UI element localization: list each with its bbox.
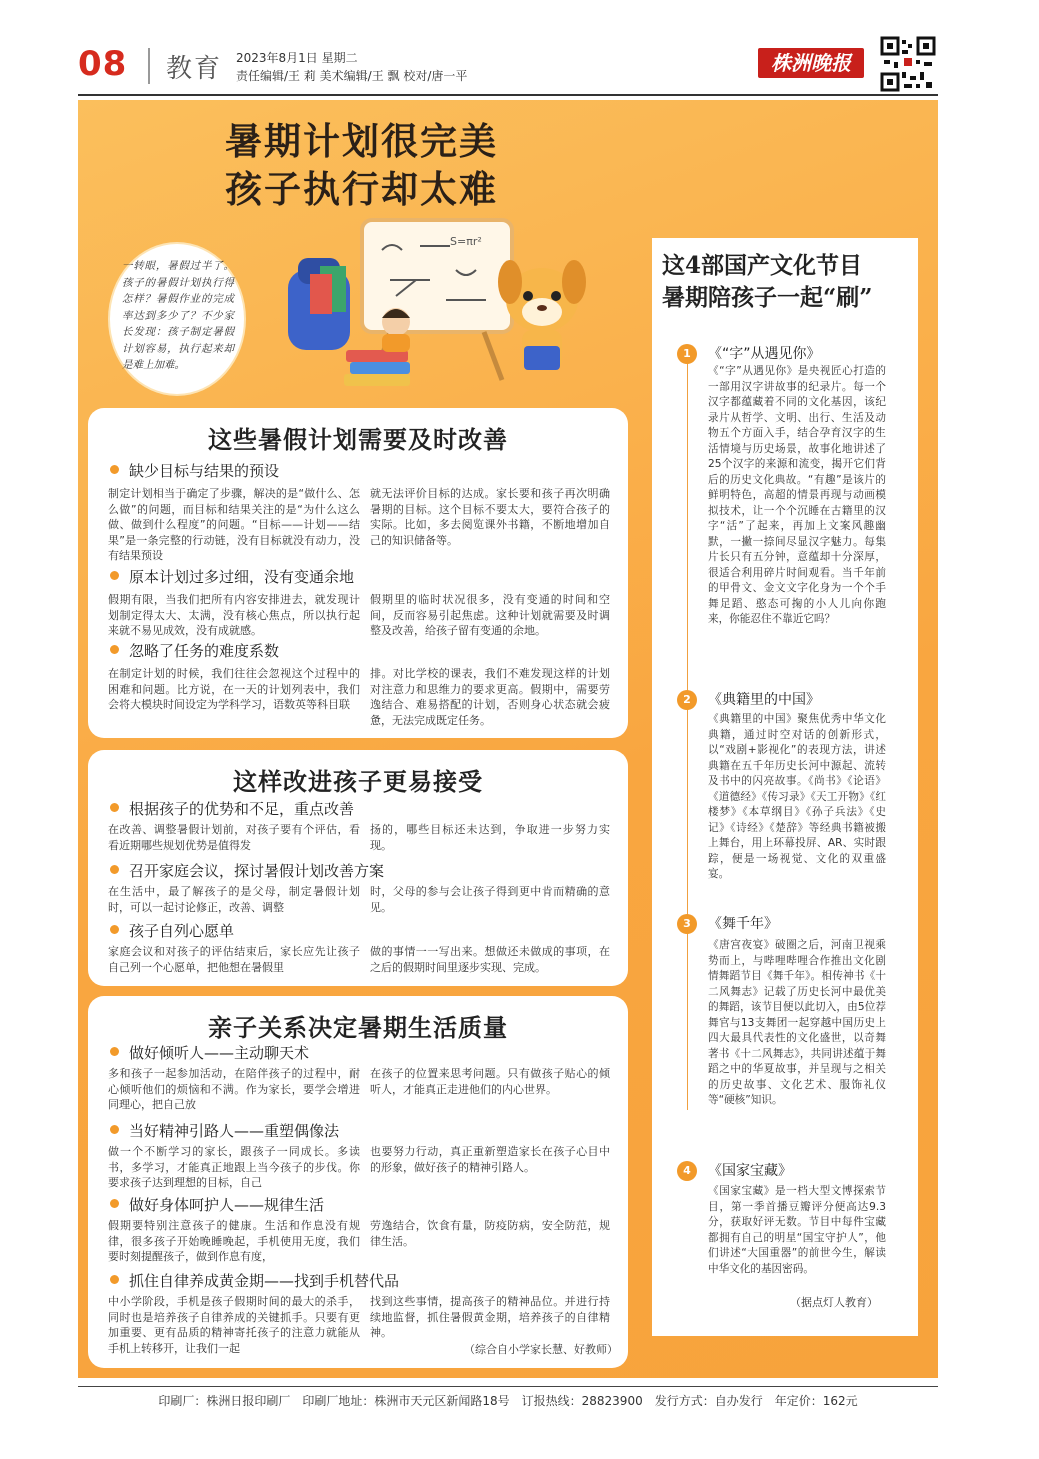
child-reading-icon: [382, 308, 410, 352]
program-3-name: 《舞千年》: [708, 916, 778, 932]
box1-item1-left: 制定计划相当于确定了步骤，解决的是“做什么、怎么做”的问题，而目标和结果关注的是“为什么这么做、做到什么程度”的问题。“目标——计划——结果”是一条完整的行动链，没有目标就没有动力，没有结果预设: [108, 487, 360, 562]
box3-item1-left: 多和孩子一起参加活动，在陪伴孩子的过程中，耐心倾听他们的烦恼和不满。作为家长，要学会增进同理心，把自己放: [108, 1067, 360, 1111]
box1-item3-title: 忽略了任务的难度系数: [110, 640, 279, 661]
box3-item3-title: 做好身体呵护人——规律生活: [110, 1194, 324, 1215]
program-number-2: 2: [677, 690, 697, 710]
section-name: 教育: [166, 54, 223, 84]
books-icon: [344, 350, 410, 386]
program-2-name: 《典籍里的中国》: [708, 692, 820, 708]
box2-item2-left: 在生活中，最了解孩子的是父母，制定暑假计划时，可以一起讨论修正，改善、调整: [108, 885, 360, 914]
bullet-dot-icon: [110, 571, 119, 580]
parent-child-box: [88, 996, 628, 1368]
bullet-dot-icon: [110, 1047, 119, 1056]
box3-item2-left: 做一个不断学习的家长，跟孩子一同成长。多读书，多学习，才能真正地跟上当今孩子的步伐。你要求孩子达到理想的目标，自己: [108, 1145, 360, 1189]
box3-item2-title: 当好精神引路人——重塑偶像法: [110, 1120, 339, 1141]
box2-item1-right: 扬的，哪些目标还未达到，争取进一步努力实现。: [370, 823, 610, 852]
svg-text:S=πr²: S=πr²: [450, 235, 482, 248]
box3-item1-right: 在孩子的位置来思考问题。只有做孩子贴心的倾听人，才能真正走进他们的内心世界。: [370, 1067, 610, 1096]
improve-plans-box: [88, 408, 628, 738]
program-4-name: 《国家宝藏》: [708, 1163, 792, 1179]
box1-item2-right: 假期里的临时状况很多，没有变通的时间和空间，反而容易引起焦虑。这种计划就需要及时调整及改善，给孩子留有变通的余地。: [370, 593, 610, 637]
box2-item3-title: 孩子自列心愿单: [110, 920, 234, 941]
program-2-text: 《典籍里的中国》聚焦优秀中华文化典籍，通过时空对话的创新形式，以“戏剧+影视化”的表现方法，讲述典籍在五千年历史长河中源起、流转及书中的闪亮故事。《尚书》《论语》《道德经》《传习录》《天工开物》《红楼梦》《本草纲目》《孙子兵法》《史记》《诗经》《楚辞》等经典书籍被搬上舞台，用上环幕投屏、AR、实时跟踪，便是一场视觉、文化的双重盛宴。: [708, 713, 886, 880]
program-3-text: 《唐宫夜宴》破圈之后，河南卫视乘势而上，与哔哩哔哩合作推出文化剧情舞蹈节目《舞千年》。相传神书《十二风舞志》记载了历史长河中最优美的舞蹈，该节目便以此切入，由5位荐舞官与13支舞团一起穿越中国历史上四大最具代表性的文化盛世，以奇舞著书《十二风舞志》，共同讲述蕴于舞蹈之中的华夏故事，并呈现与之相关的历史故事、文化艺术、服饰礼仪等“硬核”知识。: [708, 939, 886, 1106]
bullet-dot-icon: [110, 1125, 119, 1134]
program-number-4: 4: [677, 1161, 697, 1181]
box2-item1-title: 根据孩子的优势和不足，重点改善: [110, 798, 354, 819]
bullet-dot-icon: [110, 645, 119, 654]
box1-item3-right: 排。对比学校的课表，我们不难发现这样的计划对注意力和思维力的要求更高。假期中，需要劳逸结合、难易搭配的计划，否则身心状态就会疲惫，无法完成既定任务。: [370, 667, 610, 727]
program-4-text: 《国家宝藏》是一档大型文博探索节目，第一季首播豆瓣评分便高达9.3分，获取好评无数。节目中每件宝藏都拥有自己的明星“国宝守护人”，他们讲述“大国重器”的前世今生，解读中华文化的基因密码。: [708, 1185, 886, 1275]
sidebar-title-line-2: 暑期陪孩子一起“刷”: [662, 284, 873, 311]
box1-item2-title: 原本计划过多过细，没有变通余地: [110, 566, 354, 587]
footer-rule: [78, 1386, 938, 1387]
bullet-dot-icon: [110, 865, 119, 874]
header-rule: [78, 94, 938, 96]
box3-item4-title: 抓住自律养成黄金期——找到手机替代品: [110, 1270, 399, 1291]
bullet-dot-icon: [110, 925, 119, 934]
box2-item2-title: 召开家庭会议，探讨暑假计划改善方案: [110, 860, 384, 881]
page-header: [78, 36, 938, 96]
box2-item2-right: 时，父母的参与会让孩子得到更中肯而精确的意见。: [370, 885, 610, 914]
box1-item1-right: 就无法评价目标的达成。家长要和孩子再次明确暑期的目标。这个目标不要太大，要符合孩子的实际。比如，多去阅览课外书籍，不断地增加自己的知识储备等。: [370, 487, 610, 547]
program-1-text: 《“字”从遇见你》是央视匠心打造的一部用汉字讲故事的纪录片。每一个汉字都蕴藏着不同的文化基因，该纪录片从哲学、文明、出行、生活及动物五个方面入手，结合孕育汉字的生活情境与历史场景，故事化地讲述了25个汉字的来源和流变，揭开它们背后的历史文化典故。“有趣”是该片的鲜明特色，高超的情景再现与动画模拟技术，让一个个沉睡在古籍里的汉字“活”了起来，再加上文案风趣幽默，一撇一捺间尽显汉字魅力。每集片长只有五分钟，意蕴却十分深厚，很适合利用碎片时间观看。当千年前的甲骨文、金文文字化身为一个个手舞足蹈、憨态可掬的小人儿向你跑来，你能忍住不靠近它吗？: [708, 365, 886, 625]
headline-line-1: 暑期计划很完美: [225, 120, 498, 163]
box3-item2-right: 也要努力行动，真正重新塑造家长在孩子心目中的形象，做好孩子的精神引路人。: [370, 1145, 610, 1174]
box2-item3-right: 做的事情一一写出来。想做还未做成的事项，在之后的假期时间里逐步实现、完成。: [370, 945, 610, 974]
program-1-name: 《“字”从遇见你》: [708, 346, 821, 362]
sidebar-source: （据点灯人教育）: [790, 1296, 878, 1309]
box2-title: 这样改进孩子更易接受: [233, 767, 483, 796]
sidebar-title: [662, 250, 912, 314]
bullet-dot-icon: [110, 465, 119, 474]
issue-date: 2023年8月1日 星期二: [236, 51, 358, 65]
box3-item4-left: 中小学阶段，手机是孩子假期时间的最大的杀手，同时也是培养孩子自律养成的关键抓手。只要有更加重要、更有品质的精神寄托孩子的注意力就能从手机上转移开，让我们一起: [108, 1295, 360, 1355]
timeline-line: [687, 350, 688, 1110]
program-number-3: 3: [677, 914, 697, 934]
box3-item1-title: 做好倾听人——主动聊天术: [110, 1042, 309, 1063]
box1-item2-left: 假期有限，当我们把所有内容安排进去，就发现计划制定得太大、太满，没有核心焦点，所以执行起来就不易见成效，没有成就感。: [108, 593, 360, 637]
box3-title: 亲子关系决定暑期生活质量: [208, 1013, 508, 1042]
box1-item3-left: 在制定计划的时候，我们往往会忽视这个过程中的困难和问题。比方说，在一天的计划列表中，我们会将大模块时间设定为学科学习，语数英等科目联: [108, 667, 360, 711]
easier-acceptance-box: [88, 750, 628, 986]
qr-code-icon: [880, 36, 936, 92]
study-illustration: [270, 200, 630, 400]
intro-text: 一转眼，暑假过半了。孩子的暑假计划执行得怎样？暑假作业的完成率达到多少了？不少家长发现：孩子制定暑假计划容易，执行起来却是难上加难。: [122, 260, 234, 371]
box2-item1-left: 在改善、调整暑假计划前，对孩子要有个评估，看看近期哪些规划优势是值得发: [108, 823, 360, 852]
box1-item1-title: 缺少目标与结果的预设: [110, 460, 279, 481]
newspaper-logo: 株洲晚报: [758, 48, 864, 78]
box3-item4-right: 找到这些事情，提高孩子的精神品位。并进行持续地监督，抓住暑假黄金期，培养孩子的自律精神。: [370, 1295, 610, 1339]
editor-credits: 责任编辑/王 莉 美术编辑/王 飘 校对/唐一平: [236, 69, 468, 83]
box2-item3-left: 家庭会议和对孩子的评估结束后，家长应先让孩子自己列一个心愿单，把他想在暑假里: [108, 945, 360, 974]
backpack-icon: [288, 258, 350, 350]
box3-item3-right: 劳逸结合，饮食有量，防疫防病，安全防范，规律生活。: [370, 1219, 610, 1248]
bullet-dot-icon: [110, 803, 119, 812]
box1-title: 这些暑假计划需要及时改善: [208, 425, 508, 454]
box3-item3-left: 假期要特别注意孩子的健康。生活和作息没有规律，很多孩子开始晚睡晚起，手机使用无度，我们要时刻提醒孩子，做到作息有度，: [108, 1219, 360, 1263]
page-number: 08: [78, 44, 128, 84]
program-number-1: 1: [677, 344, 697, 364]
headline-line-2: 孩子执行却太难: [225, 168, 498, 211]
header-divider: [148, 48, 150, 84]
print-info: 印刷厂：株洲日报印刷厂 印刷厂地址：株洲市天元区新闻路18号 订报热线：28823900 发行方式：自办发行 年定价：162元: [158, 1394, 858, 1408]
bullet-dot-icon: [110, 1199, 119, 1208]
box3-source: （综合自小学家长慧、好教师）: [464, 1343, 618, 1356]
sidebar-title-line-1: 这4部国产文化节目: [662, 252, 863, 279]
bullet-dot-icon: [110, 1275, 119, 1284]
dog-mascot-icon: [498, 260, 586, 370]
